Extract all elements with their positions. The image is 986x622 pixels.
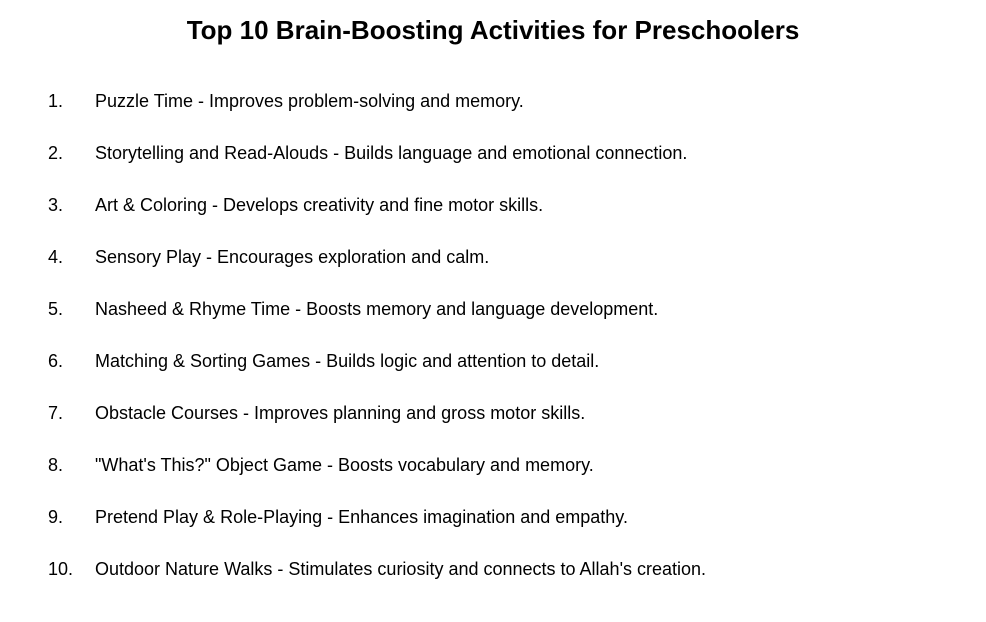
page-title: Top 10 Brain-Boosting Activities for Preschoolers [186, 15, 800, 45]
item-number: 1. [48, 91, 64, 111]
item-number: 6. [48, 351, 64, 371]
list-item [48, 346, 706, 398]
item-text: Pretend Play & Role-Playing - Enhances imagination and empathy. [95, 507, 628, 527]
item-text: Obstacle Courses - Improves planning and gross motor skills. [95, 403, 586, 423]
item-number: 10. [48, 559, 74, 579]
list-item [48, 502, 706, 554]
list-item [48, 554, 706, 606]
item-number: 8. [48, 455, 64, 475]
list-item [48, 138, 706, 190]
item-number: 3. [48, 195, 64, 215]
item-text: "What's This?" Object Game - Boosts vocabulary and memory. [95, 455, 594, 475]
item-number: 2. [48, 143, 64, 163]
item-number: 9. [48, 507, 64, 527]
item-text: Matching & Sorting Games - Builds logic and attention to detail. [95, 351, 600, 371]
item-number: 7. [48, 403, 64, 423]
item-number: 5. [48, 299, 64, 319]
item-text: Sensory Play - Encourages exploration and calm. [95, 247, 490, 267]
activity-list [48, 86, 706, 606]
list-item [48, 86, 706, 138]
item-text: Art & Coloring - Develops creativity and fine motor skills. [95, 195, 544, 215]
item-text: Puzzle Time - Improves problem-solving and memory. [95, 91, 524, 111]
item-text: Nasheed & Rhyme Time - Boosts memory and language development. [95, 299, 659, 319]
list-item [48, 242, 706, 294]
list-item [48, 294, 706, 346]
list-item [48, 190, 706, 242]
list-item [48, 450, 706, 502]
item-text: Outdoor Nature Walks - Stimulates curiosity and connects to Allah's creation. [95, 559, 707, 579]
list-item [48, 398, 706, 450]
item-text: Storytelling and Read-Alouds - Builds language and emotional connection. [95, 143, 688, 163]
item-number: 4. [48, 247, 64, 267]
